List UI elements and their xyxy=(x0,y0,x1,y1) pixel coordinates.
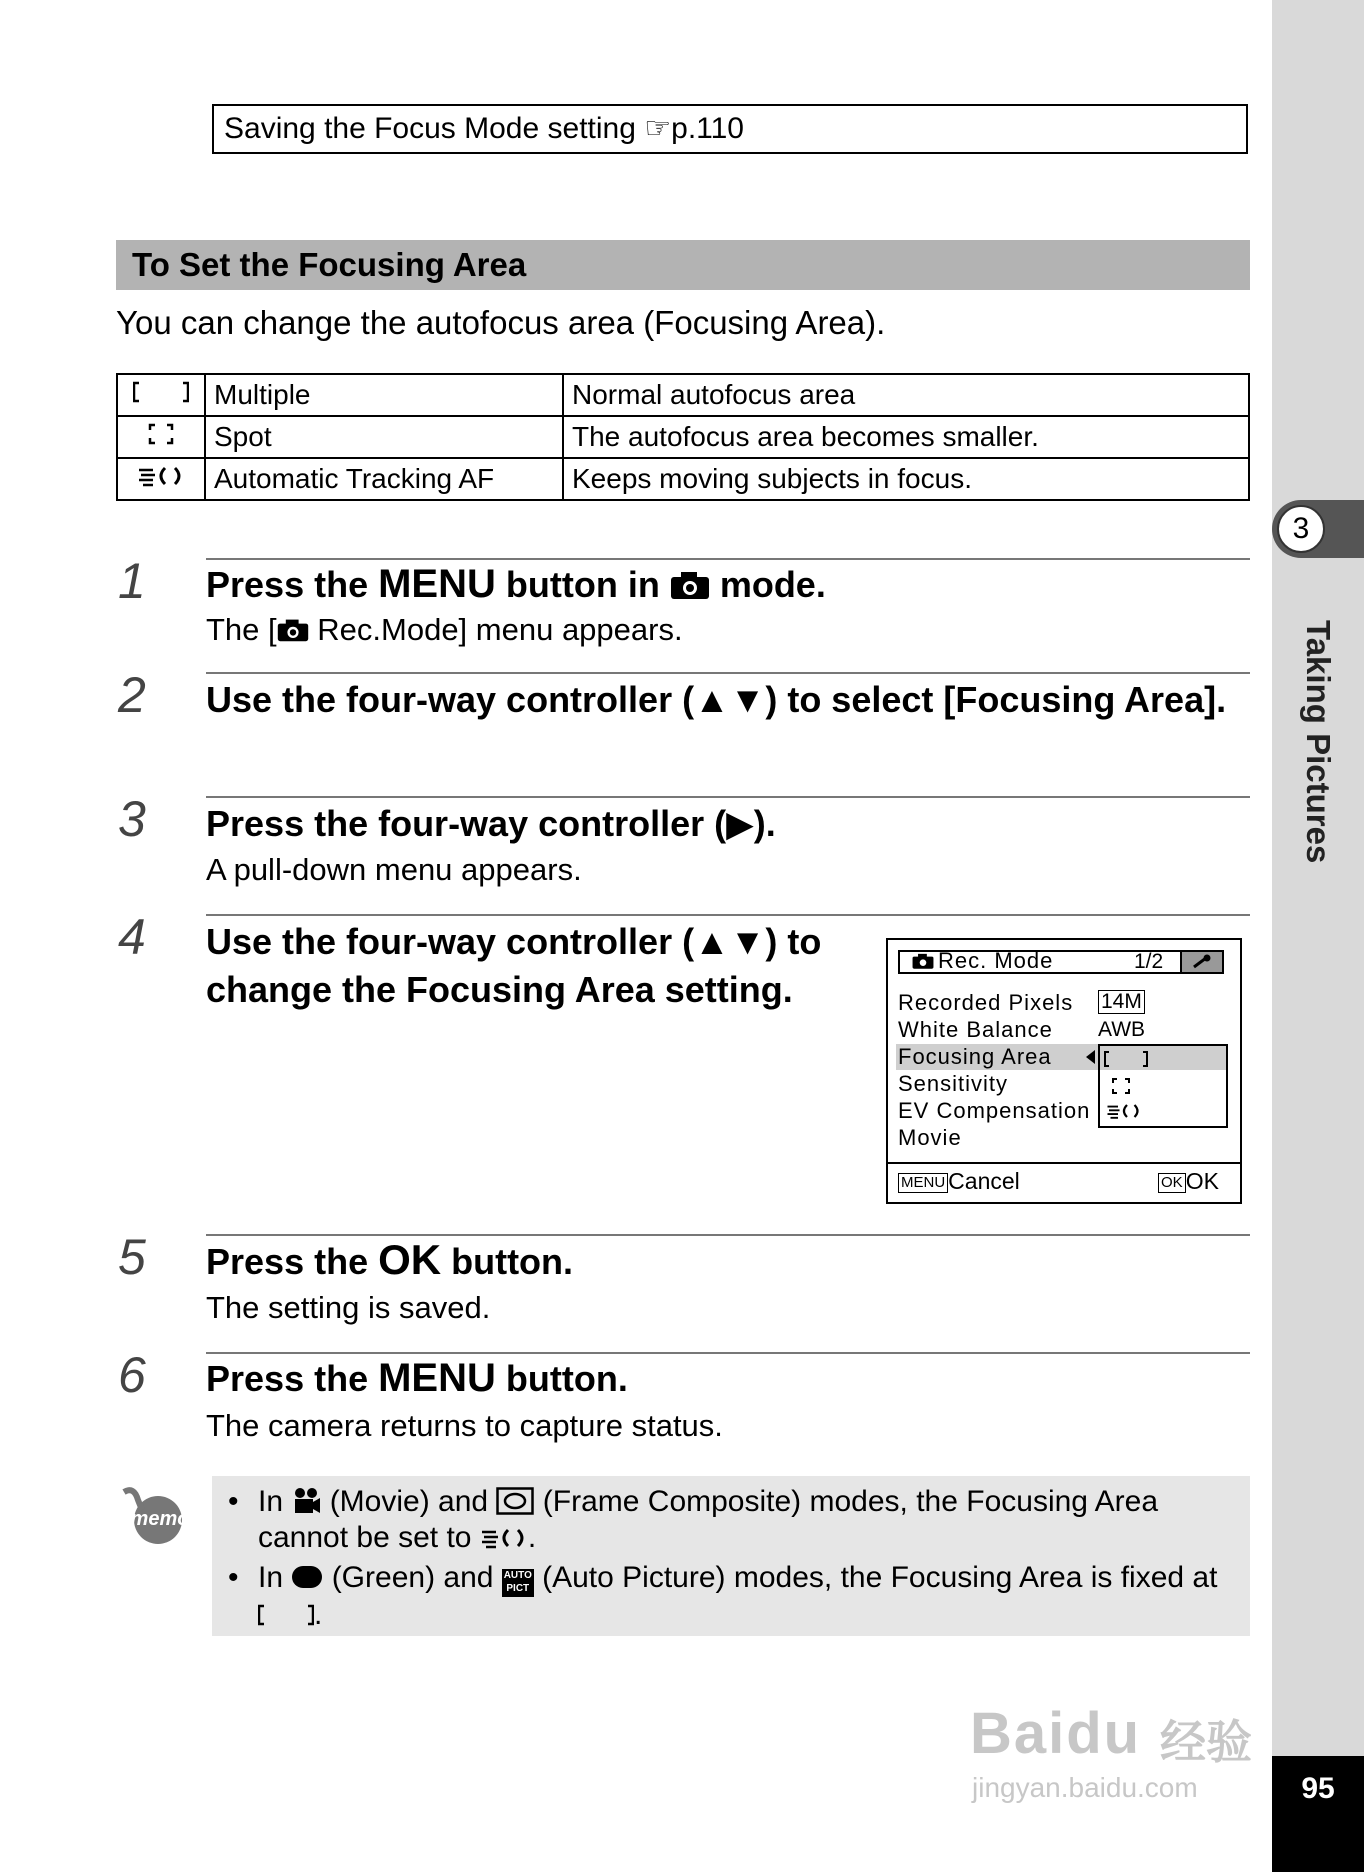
menu-row: EV Compensation xyxy=(898,1098,1091,1123)
step-description: A pull-down menu appears. xyxy=(206,852,582,887)
table-row xyxy=(117,458,1249,500)
left-arrow-icon xyxy=(1086,1050,1095,1064)
reference-text: Saving the Focus Mode setting ☞p.110 xyxy=(224,112,744,145)
step-description: The camera returns to capture status. xyxy=(206,1408,723,1443)
wrench-icon xyxy=(1180,950,1224,974)
cancel-hint: MENU Cancel xyxy=(898,1168,1020,1195)
tracking-af-icon xyxy=(117,458,205,500)
chapter-title: Taking Pictures xyxy=(1300,620,1337,864)
camera-menu-screen xyxy=(886,938,1242,1204)
tracking-af-icon xyxy=(1104,1102,1144,1120)
table-row xyxy=(117,416,1249,458)
memo-item: • In (Green) and AUTO PICT (Auto Picture) modes, the Focusing Area is fixed at . xyxy=(228,1561,1218,1631)
frame-composite-icon xyxy=(496,1487,534,1515)
multiple-af-icon xyxy=(1104,1051,1148,1067)
page-number: 95 xyxy=(1301,1772,1335,1805)
mode-name: Automatic Tracking AF xyxy=(205,458,563,500)
screen-page: 1/2 xyxy=(1134,950,1164,973)
step-title: Press the OK button. xyxy=(206,1236,574,1283)
memo-item: • In (Movie) and (Frame Composite) modes, the Focusing Area cannot be set to . xyxy=(228,1485,1159,1554)
multiple-af-icon xyxy=(258,1603,314,1627)
camera-icon xyxy=(277,618,309,642)
memo-icon xyxy=(120,1484,192,1546)
auto-picture-icon: AUTO PICT xyxy=(502,1569,534,1597)
section-heading: To Set the Focusing Area xyxy=(116,240,1250,290)
menu-key: MENU xyxy=(898,1173,948,1193)
menu-button-label: MENU xyxy=(378,562,496,606)
camera-icon xyxy=(912,952,934,970)
step-description: The setting is saved. xyxy=(206,1290,491,1325)
mode-name: Multiple xyxy=(205,374,563,416)
table-row xyxy=(117,374,1249,416)
step-number: 5 xyxy=(118,1229,146,1285)
step-title: Press the MENU button in mode. xyxy=(206,562,826,606)
watermark xyxy=(970,1660,1270,1810)
step-title: Use the four-way controller (▲▼) to select [Focusing Area]. xyxy=(206,679,1227,720)
menu-row: Movie xyxy=(898,1125,962,1150)
step-title: Press the four-way controller (▶). xyxy=(206,803,776,844)
spot-af-icon xyxy=(117,416,205,458)
step-divider xyxy=(206,914,1250,916)
step-description: The [ Rec.Mode] menu appears. xyxy=(206,612,683,647)
watermark-url: jingyan.baidu.com xyxy=(972,1772,1198,1803)
mode-description: Normal autofocus area xyxy=(563,374,1249,416)
menu-row: Sensitivity xyxy=(898,1071,1009,1096)
menu-button-label: MENU xyxy=(378,1356,496,1400)
step-divider xyxy=(206,672,1250,674)
green-mode-icon xyxy=(291,1564,323,1590)
step-title: Press the MENU button. xyxy=(206,1356,628,1400)
menu-row: Focusing Area xyxy=(898,1044,1052,1069)
movie-icon xyxy=(291,1487,321,1515)
step-number: 6 xyxy=(118,1347,146,1403)
focus-dropdown xyxy=(1098,1044,1228,1128)
step-divider xyxy=(206,796,1250,798)
camera-icon xyxy=(670,570,710,600)
watermark-cjk: 经验 xyxy=(1160,1716,1252,1768)
focusing-area-table xyxy=(116,373,1250,501)
chapter-number: 3 xyxy=(1277,505,1325,553)
screen-footer-divider xyxy=(888,1162,1240,1164)
memo-label: memo xyxy=(130,1508,190,1530)
mode-description: The autofocus area becomes smaller. xyxy=(563,416,1249,458)
menu-row: White Balance xyxy=(898,1017,1053,1042)
section-intro: You can change the autofocus area (Focusing Area). xyxy=(116,304,886,341)
tracking-af-icon xyxy=(480,1526,528,1550)
menu-row: Recorded Pixels xyxy=(898,990,1074,1015)
step-number: 4 xyxy=(118,909,146,965)
ok-hint: OK OK xyxy=(1158,1168,1219,1195)
chapter-side-strip xyxy=(1272,0,1364,1872)
multiple-af-icon xyxy=(117,374,205,416)
step-number: 2 xyxy=(118,667,146,723)
ok-button-label: OK xyxy=(378,1236,442,1283)
watermark-brand: Baidu xyxy=(970,1701,1142,1766)
step-title: Use the four-way controller (▲▼) to change the Focusing Area setting. xyxy=(206,921,822,1010)
step-number: 3 xyxy=(118,791,146,847)
reference-box xyxy=(212,104,1248,154)
step-number: 1 xyxy=(118,553,146,609)
mode-name: Spot xyxy=(205,416,563,458)
mode-description: Keeps moving subjects in focus. xyxy=(563,458,1249,500)
wb-value: AWB xyxy=(1098,1018,1146,1041)
pixels-value: 14M xyxy=(1098,990,1145,1014)
ok-key: OK xyxy=(1158,1173,1186,1193)
spot-af-icon xyxy=(1112,1078,1130,1094)
screen-title: Rec. Mode xyxy=(938,948,1054,973)
